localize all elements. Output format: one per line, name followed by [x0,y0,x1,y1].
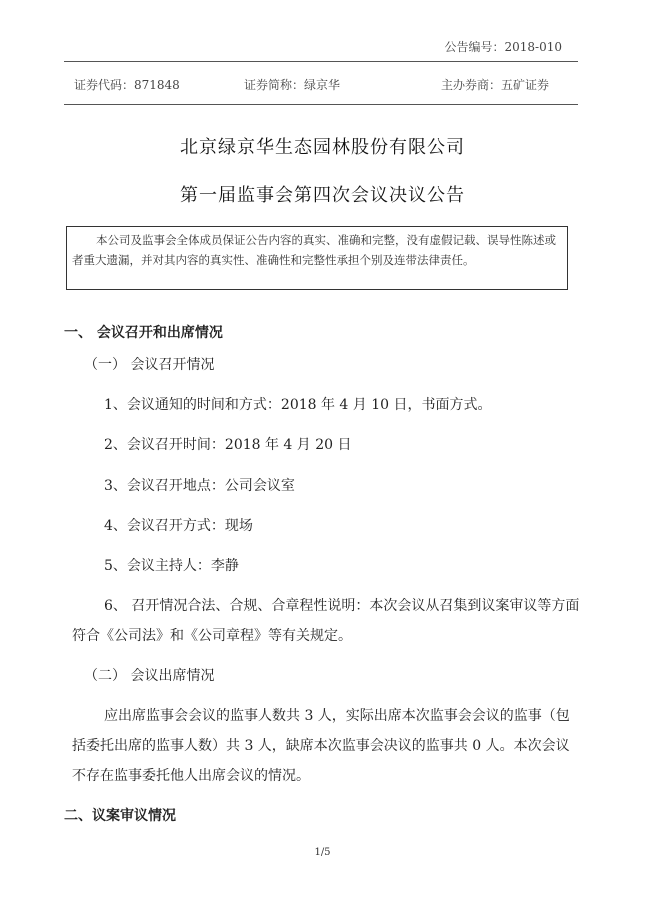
document-title: 第一届监事会第四次会议决议公告 [180,185,465,206]
header-rule-bottom [64,104,578,105]
security-abbreviation: 证券简称：绿京华 [244,78,341,92]
company-title: 北京绿京华生态园林股份有限公司 [180,137,465,158]
list-item: 2、会议召开时间：2018 年 4 月 20 日 [104,437,352,453]
section-1-heading: 一、 会议召开和出席情况 [64,325,223,341]
sponsor-broker: 主办券商：五矿证券 [441,78,550,92]
subsection-1-heading: （一） 会议召开情况 [84,357,215,373]
list-item: 5、会议主持人：李静 [104,558,239,574]
page-number: 1/5 [314,847,331,858]
section-2-heading: 二、议案审议情况 [64,808,176,824]
attendance-paragraph: 应出席监事会会议的监事人数共 3 人，实际出席本次监事会会议的监事（包括委托出席的监事人数）共 3 人，缺席本次监事会决议的监事共 0 人。本次会议不存在监事委托他人出席会议的情况。 [72,708,570,784]
list-item: 4、会议召开方式：现场 [104,518,253,534]
list-item: 1、会议通知的时间和方式：2018 年 4 月 10 日，书面方式。 [104,397,492,413]
list-item: 3、会议召开地点：公司会议室 [104,478,295,494]
announcement-number: 公告编号：2018-010 [444,40,562,54]
subsection-2-heading: （二） 会议出席情况 [84,668,215,684]
disclaimer-box: 本公司及监事会全体成员保证公告内容的真实、准确和完整，没有虚假记载、误导性陈述或者重大遗漏，并对其内容的真实性、准确性和完整性承担个别及连带法律责任。 [66,226,568,290]
compliance-paragraph: 6、 召开情况合法、合规、合章程性说明：本次会议从召集到议案审议等方面符合《公司法》和《公司章程》等有关规定。 [72,598,580,644]
security-code: 证券代码：871848 [74,78,180,92]
header-rule [64,61,578,62]
